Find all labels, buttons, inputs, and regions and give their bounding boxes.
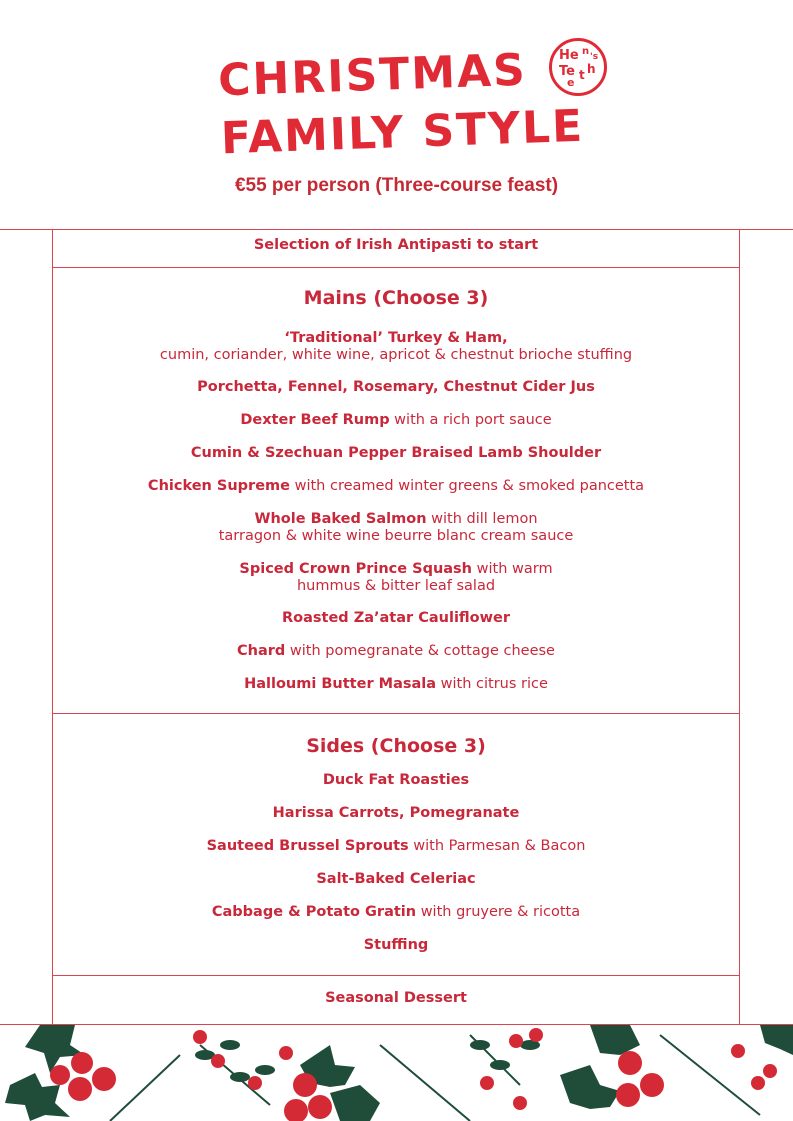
menu-item bbox=[53, 904, 739, 921]
item-description: with Parmesan & Bacon bbox=[408, 838, 586, 854]
item-description: with pomegranate & cottage cheese bbox=[285, 643, 555, 659]
menu-item bbox=[53, 412, 739, 429]
menu-item bbox=[53, 676, 739, 693]
holly-illustration bbox=[0, 1025, 793, 1121]
dessert-text: Seasonal Dessert bbox=[325, 990, 467, 1006]
menu-item bbox=[53, 330, 739, 364]
title-line-2: FAMILY STYLE bbox=[220, 100, 585, 165]
item-name: Dexter Beef Rump bbox=[240, 412, 390, 428]
item-name: Roasted Za’atar Cauliflower bbox=[281, 610, 511, 626]
mains-heading: Mains (Choose 3) bbox=[303, 287, 489, 309]
item-description: cumin, coriander, white wine, apricot & chestnut brioche stuffing bbox=[159, 347, 633, 363]
menu-item bbox=[53, 610, 739, 627]
hens-teeth-logo: He n 's Te t h e bbox=[549, 38, 607, 96]
menu-item bbox=[53, 379, 739, 396]
menu-item bbox=[53, 772, 739, 789]
item-name: Halloumi Butter Masala bbox=[244, 676, 437, 692]
menu-item bbox=[53, 805, 739, 822]
item-name: Whole Baked Salmon bbox=[254, 511, 427, 527]
item-name: Harissa Carrots, Pomegranate bbox=[272, 805, 520, 821]
menu-item bbox=[53, 478, 739, 495]
divider bbox=[0, 229, 793, 230]
menu-item bbox=[53, 838, 739, 855]
menu-item bbox=[53, 937, 739, 954]
item-name: Chicken Supreme bbox=[147, 478, 290, 494]
item-description: hummus & bitter leaf salad bbox=[296, 578, 496, 594]
menu-item bbox=[53, 445, 739, 462]
item-description: with gruyere & ricotta bbox=[416, 904, 581, 920]
item-description: with dill lemon bbox=[426, 511, 538, 527]
price-line: €55 per person (Three-course feast) bbox=[234, 175, 559, 196]
item-name: ‘Traditional’ Turkey & Ham, bbox=[284, 330, 508, 346]
item-name: Cabbage & Potato Gratin bbox=[211, 904, 417, 920]
holly-decoration bbox=[0, 1025, 793, 1121]
menu-item bbox=[53, 871, 739, 888]
starter-text: Selection of Irish Antipasti to start bbox=[253, 237, 539, 253]
title-line-1: CHRISTMAS bbox=[217, 44, 528, 107]
sides-heading: Sides (Choose 3) bbox=[306, 735, 486, 757]
divider bbox=[53, 267, 740, 268]
menu-item bbox=[53, 511, 739, 545]
item-name: Chard bbox=[237, 643, 286, 659]
item-description: tarragon & white wine beurre blanc cream sauce bbox=[218, 528, 574, 544]
item-name: Spiced Crown Prince Squash bbox=[239, 561, 473, 577]
item-description: with citrus rice bbox=[436, 676, 548, 692]
item-name: Cumin & Szechuan Pepper Braised Lamb Shoulder bbox=[190, 445, 602, 461]
item-name: Stuffing bbox=[363, 937, 429, 953]
item-name: Porchetta, Fennel, Rosemary, Chestnut Cider Jus bbox=[197, 379, 595, 395]
divider bbox=[53, 713, 740, 714]
item-name: Sauteed Brussel Sprouts bbox=[206, 838, 409, 854]
item-description: with a rich port sauce bbox=[389, 412, 552, 428]
item-name: Salt-Baked Celeriac bbox=[316, 871, 476, 887]
menu-item bbox=[53, 561, 739, 595]
item-description: with creamed winter greens & smoked pancetta bbox=[289, 478, 645, 494]
item-name: Duck Fat Roasties bbox=[322, 772, 470, 788]
divider bbox=[53, 975, 740, 976]
item-description: with warm bbox=[472, 561, 553, 577]
frame-right bbox=[739, 229, 740, 1025]
menu-item bbox=[53, 643, 739, 660]
